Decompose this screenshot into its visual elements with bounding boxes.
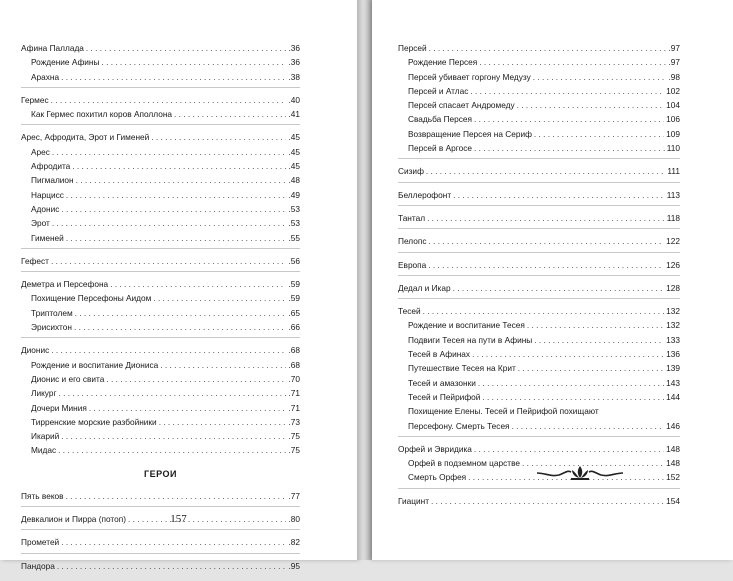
- dot-leader: [66, 188, 287, 202]
- toc-entry[interactable]: [21, 401, 300, 415]
- toc-entry-page: 139: [666, 363, 680, 374]
- toc-entry-title: Нарцисс: [31, 189, 64, 200]
- toc-entry-title: Свадьба Персея: [408, 114, 473, 125]
- dot-leader: [72, 159, 286, 173]
- toc-entry-page: .45: [288, 146, 300, 157]
- dot-leader: [61, 202, 286, 216]
- toc-entry-page: 132: [666, 320, 680, 331]
- toc-entry-page: .70: [288, 373, 300, 384]
- toc-entry[interactable]: [21, 216, 300, 230]
- toc-entry[interactable]: [21, 535, 300, 549]
- dot-leader: [51, 343, 286, 357]
- dot-leader: [159, 415, 287, 429]
- toc-entry-title: Дедал и Икар: [398, 282, 451, 293]
- dot-leader: [58, 443, 286, 457]
- toc-entry-page: 136: [666, 349, 680, 360]
- toc-entry-title: Мидас: [31, 445, 57, 456]
- left-toc: [21, 41, 300, 581]
- toc-group: [21, 343, 300, 460]
- toc-entry[interactable]: [398, 84, 680, 98]
- toc-entry[interactable]: [21, 173, 300, 187]
- dot-leader: [110, 277, 286, 291]
- dot-leader: [66, 489, 287, 503]
- toc-entry-title: Орфей и Эвридика: [398, 443, 472, 454]
- toc-entry-title: Рождение Персея: [408, 57, 478, 68]
- toc-entry-title: Гиацинт: [398, 495, 430, 506]
- toc-entry-title: Пять веков: [21, 490, 64, 501]
- toc-entry-page: 144: [666, 391, 680, 402]
- dot-leader: [76, 173, 287, 187]
- toc-entry-title: Возвращение Персея на Сериф: [408, 128, 532, 139]
- toc-entry-title: Арахна: [31, 71, 60, 82]
- toc-entry-title: Прометей: [21, 537, 60, 548]
- toc-entry[interactable]: [398, 258, 680, 272]
- toc-entry-page: 148: [666, 458, 680, 469]
- toc-entry[interactable]: [21, 145, 300, 159]
- toc-entry[interactable]: [398, 494, 680, 508]
- dot-leader: [470, 84, 664, 98]
- toc-entry[interactable]: [398, 376, 680, 390]
- toc-entry[interactable]: [398, 188, 680, 202]
- toc-entry-page: .71: [288, 388, 300, 399]
- toc-entry-title: Гименей: [31, 232, 64, 243]
- toc-entry-page: .71: [288, 402, 300, 413]
- toc-entry-title: Афродита: [31, 161, 71, 172]
- toc-entry-title: Орфей в подземном царстве: [408, 458, 521, 469]
- toc-entry[interactable]: [21, 130, 300, 144]
- dot-leader: [474, 442, 664, 456]
- toc-entry-title: Тантал: [398, 212, 426, 223]
- dot-leader: [472, 347, 664, 361]
- toc-entry-title: Деметра и Персефона: [21, 279, 109, 290]
- toc-group: [398, 258, 680, 276]
- toc-entry-title: Дионис и его свита: [31, 373, 105, 384]
- toc-entry-page: .75: [288, 445, 300, 456]
- dot-leader: [106, 372, 286, 386]
- toc-entry-page: .55: [288, 232, 300, 243]
- toc-entry[interactable]: [21, 291, 300, 305]
- toc-entry-title: Подвиги Тесея на пути в Афины: [408, 334, 533, 345]
- toc-entry[interactable]: [398, 211, 680, 225]
- dot-leader: [86, 41, 287, 55]
- toc-entry-title: Смерть Орфея: [408, 472, 467, 483]
- dot-leader: [533, 70, 667, 84]
- toc-entry-title: Рождение и воспитание Тесея: [408, 320, 525, 331]
- toc-entry-title: Персей: [398, 43, 427, 53]
- toc-entry-title: Персей и Атлас: [408, 85, 469, 96]
- toc-entry-title: Дионис: [21, 345, 50, 356]
- dot-leader: [431, 494, 664, 508]
- toc-entry-title: Беллерофонт: [398, 189, 452, 200]
- dot-leader: [66, 231, 287, 245]
- dot-leader: [174, 107, 286, 121]
- toc-entry-page: 154: [666, 495, 680, 506]
- dot-leader: [57, 559, 287, 573]
- toc-entry[interactable]: [398, 112, 680, 126]
- toc-entry-page: 148: [666, 443, 680, 454]
- dot-leader: [478, 376, 664, 390]
- toc-entry-title: Персей спасает Андромеду: [408, 100, 515, 111]
- toc-entry-page: .97: [668, 43, 680, 53]
- dot-leader: [527, 318, 664, 332]
- dot-leader: [61, 535, 286, 549]
- toc-entry-title: Пигмалион: [31, 175, 74, 186]
- toc-entry-title: Пелопс: [398, 236, 427, 247]
- toc-group: [21, 535, 300, 553]
- toc-entry[interactable]: [398, 41, 680, 55]
- toc-entry-title: Икарий: [31, 431, 60, 442]
- dot-leader: [453, 188, 665, 202]
- toc-entry[interactable]: [21, 386, 300, 400]
- dot-leader: [518, 361, 664, 375]
- toc-entry-title: Рождение Афины: [31, 57, 100, 68]
- dot-leader: [101, 55, 286, 69]
- toc-entry-page: .59: [288, 279, 300, 290]
- toc-entry[interactable]: [398, 70, 680, 84]
- toc-entry-page: 132: [666, 306, 680, 317]
- toc-entry-title: Похищение Персефоны Аидом: [31, 293, 152, 304]
- toc-entry[interactable]: [398, 281, 680, 295]
- toc-entry[interactable]: [398, 55, 680, 69]
- toc-entry-page: 102: [666, 85, 680, 96]
- dot-leader: [61, 70, 286, 84]
- toc-entry-title: Эрисихтон: [31, 322, 72, 333]
- toc-entry-page: 111: [667, 166, 680, 177]
- toc-entry-title: Триптолем: [31, 307, 73, 318]
- dot-leader: [75, 306, 287, 320]
- dot-leader: [89, 401, 287, 415]
- toc-entry-page: .49: [288, 189, 300, 200]
- toc-entry[interactable]: [21, 415, 300, 429]
- floral-ornament-icon: [535, 464, 625, 482]
- toc-entry[interactable]: [21, 70, 300, 84]
- toc-entry-page: 133: [666, 334, 680, 345]
- toc-entry-page: .80: [288, 514, 300, 525]
- toc-entry[interactable]: [21, 93, 300, 107]
- toc-entry-title: Арес: [31, 146, 50, 157]
- toc-entry-page: .97: [668, 57, 680, 68]
- toc-entry-page: 146: [666, 420, 680, 431]
- toc-entry-page: 113: [666, 189, 680, 200]
- toc-entry-title: Тесей и амазонки: [408, 377, 476, 388]
- dot-leader: [429, 234, 665, 248]
- toc-entry[interactable]: [21, 202, 300, 216]
- toc-entry-page: .66: [288, 322, 300, 333]
- toc-group: [21, 489, 300, 507]
- toc-entry-page: .95: [288, 560, 300, 571]
- toc-entry-page: .53: [288, 218, 300, 229]
- toc-group: [398, 494, 680, 511]
- dot-leader: [429, 41, 667, 55]
- toc-entry[interactable]: [398, 347, 680, 361]
- dot-leader: [52, 145, 287, 159]
- dot-leader: [151, 130, 286, 144]
- toc-entry[interactable]: [21, 306, 300, 320]
- toc-entry[interactable]: [21, 55, 300, 69]
- dot-leader: [52, 216, 287, 230]
- toc-group: [21, 277, 300, 338]
- toc-entry-page: .98: [668, 71, 680, 82]
- toc-entry-title: Тесей: [398, 306, 421, 317]
- toc-group: [398, 304, 680, 437]
- toc-group: [398, 188, 680, 206]
- toc-entry[interactable]: [398, 127, 680, 141]
- toc-entry-title: Персефону. Смерть Тесея: [408, 420, 510, 431]
- toc-group: [398, 234, 680, 252]
- dot-leader: [453, 281, 665, 295]
- toc-entry-page: 106: [666, 114, 680, 125]
- book-gutter: [357, 0, 372, 560]
- toc-entry-title: Адонис: [31, 203, 60, 214]
- dot-leader: [51, 93, 287, 107]
- toc-entry[interactable]: [398, 361, 680, 375]
- toc-entry-page: 128: [666, 282, 680, 293]
- toc-entry-page: 122: [666, 236, 680, 247]
- dot-leader: [517, 98, 664, 112]
- toc-group: [398, 41, 680, 159]
- toc-entry-page: 104: [666, 100, 680, 111]
- toc-entry-title: Гефест: [21, 255, 49, 266]
- toc-entry-page: .53: [288, 203, 300, 214]
- toc-entry[interactable]: [21, 429, 300, 443]
- toc-entry-page: .56: [288, 255, 300, 266]
- dot-leader: [482, 390, 664, 404]
- toc-entry-title-line[interactable]: Похищение Елены. Тесей и Пейрифой похищают: [408, 406, 599, 417]
- toc-entry[interactable]: [21, 343, 300, 357]
- page-number: 157: [170, 513, 187, 525]
- toc-entry-page: .77: [288, 490, 300, 501]
- toc-entry[interactable]: [398, 333, 680, 347]
- toc-entry-page: .38: [288, 71, 300, 82]
- toc-entry-title: Путешествие Тесея на Крит: [408, 363, 516, 374]
- toc-entry[interactable]: [21, 320, 300, 334]
- toc-entry-page: .73: [288, 416, 300, 427]
- toc-entry[interactable]: [21, 358, 300, 372]
- dot-leader: [51, 254, 287, 268]
- toc-entry-title: Дочери Миния: [31, 402, 87, 413]
- dot-leader: [61, 429, 286, 443]
- toc-entry[interactable]: [398, 304, 680, 318]
- toc-entry-page: .36: [288, 43, 300, 53]
- toc-entry[interactable]: [398, 318, 680, 332]
- dot-leader: [534, 333, 664, 347]
- toc-entry-page: .45: [288, 161, 300, 172]
- dot-leader: [474, 112, 664, 126]
- toc-entry-title: Пандора: [21, 560, 55, 571]
- dot-leader: [59, 386, 287, 400]
- toc-entry-title: Тесей и Пейрифой: [408, 391, 481, 402]
- toc-entry-title: Персей убивает горгону Медузу: [408, 71, 531, 82]
- toc-entry[interactable]: [398, 234, 680, 248]
- section-heading: ГЕРОИ: [144, 468, 177, 479]
- dot-leader: [534, 127, 664, 141]
- dot-leader: [423, 304, 665, 318]
- toc-entry[interactable]: [21, 231, 300, 245]
- toc-entry-page: .36: [288, 57, 300, 68]
- toc-entry[interactable]: [398, 164, 680, 178]
- toc-entry-page: .68: [288, 359, 300, 370]
- toc-entry-page: .75: [288, 431, 300, 442]
- toc-entry[interactable]: [21, 159, 300, 173]
- toc-entry[interactable]: [21, 188, 300, 202]
- dot-leader: [479, 55, 666, 69]
- left-page: [0, 0, 357, 571]
- toc-entry-page: 118: [666, 212, 680, 223]
- toc-entry[interactable]: [21, 372, 300, 386]
- toc-group: [398, 281, 680, 299]
- dot-leader: [74, 320, 286, 334]
- dot-leader: [428, 258, 664, 272]
- toc-group: [21, 41, 300, 88]
- toc-entry[interactable]: [398, 419, 680, 433]
- toc-group: [21, 254, 300, 272]
- toc-entry[interactable]: [398, 442, 680, 456]
- toc-entry-title: Персей в Аргосе: [408, 143, 472, 154]
- toc-entry-title: Тирренские морские разбойники: [31, 416, 157, 427]
- toc-group: [21, 559, 300, 576]
- toc-entry-title: Ликург: [31, 388, 57, 399]
- dot-leader: [153, 291, 286, 305]
- dot-leader: [160, 358, 286, 372]
- toc-group: [398, 164, 680, 182]
- toc-entry[interactable]: [398, 141, 680, 155]
- toc-entry[interactable]: [21, 559, 300, 573]
- dot-leader: [474, 141, 665, 155]
- toc-entry-title: Европа: [398, 259, 427, 270]
- toc-entry[interactable]: [21, 443, 300, 457]
- toc-entry-page: 110: [666, 143, 680, 154]
- toc-entry-title: Девкалион и Пирра (потоп): [21, 514, 126, 525]
- toc-entry-title: Рождение и воспитание Диониса: [31, 359, 159, 370]
- toc-entry-title: Эрот: [31, 218, 50, 229]
- toc-entry-title: Как Гермес похитил коров Аполлона: [31, 109, 173, 120]
- toc-entry[interactable]: [398, 98, 680, 112]
- toc-entry[interactable]: [21, 489, 300, 503]
- toc-entry-page: 126: [666, 259, 680, 270]
- toc-entry-page: .59: [288, 293, 300, 304]
- toc-entry-page: .82: [288, 537, 300, 548]
- toc-entry-page: .41: [288, 109, 300, 120]
- toc-entry-page: 152: [666, 472, 680, 483]
- toc-entry[interactable]: [21, 107, 300, 121]
- toc-entry[interactable]: [21, 277, 300, 291]
- toc-entry-title: Арес, Афродита, Эрот и Гименей: [21, 132, 150, 143]
- toc-entry-title: Тесей в Афинах: [408, 349, 471, 360]
- toc-entry-title: Гермес: [21, 94, 49, 105]
- dot-leader: [426, 164, 665, 178]
- toc-entry-page: .45: [288, 132, 300, 143]
- dot-leader: [512, 419, 665, 433]
- toc-entry[interactable]: [398, 390, 680, 404]
- toc-entry[interactable]: [21, 41, 300, 55]
- toc-entry-page: .68: [288, 345, 300, 356]
- toc-group: [398, 211, 680, 229]
- toc-group: [21, 93, 300, 126]
- toc-entry-title: Афина Паллада: [21, 43, 84, 53]
- toc-entry-title: Сизиф: [398, 166, 424, 177]
- dot-leader: [427, 211, 665, 225]
- toc-entry-page: 109: [666, 128, 680, 139]
- toc-entry-page: .65: [288, 307, 300, 318]
- toc-entry-page: .40: [288, 94, 300, 105]
- right-toc: [398, 41, 680, 516]
- toc-entry-page: 143: [666, 377, 680, 388]
- toc-entry-page: .48: [288, 175, 300, 186]
- toc-entry[interactable]: [21, 254, 300, 268]
- toc-group: [21, 130, 300, 248]
